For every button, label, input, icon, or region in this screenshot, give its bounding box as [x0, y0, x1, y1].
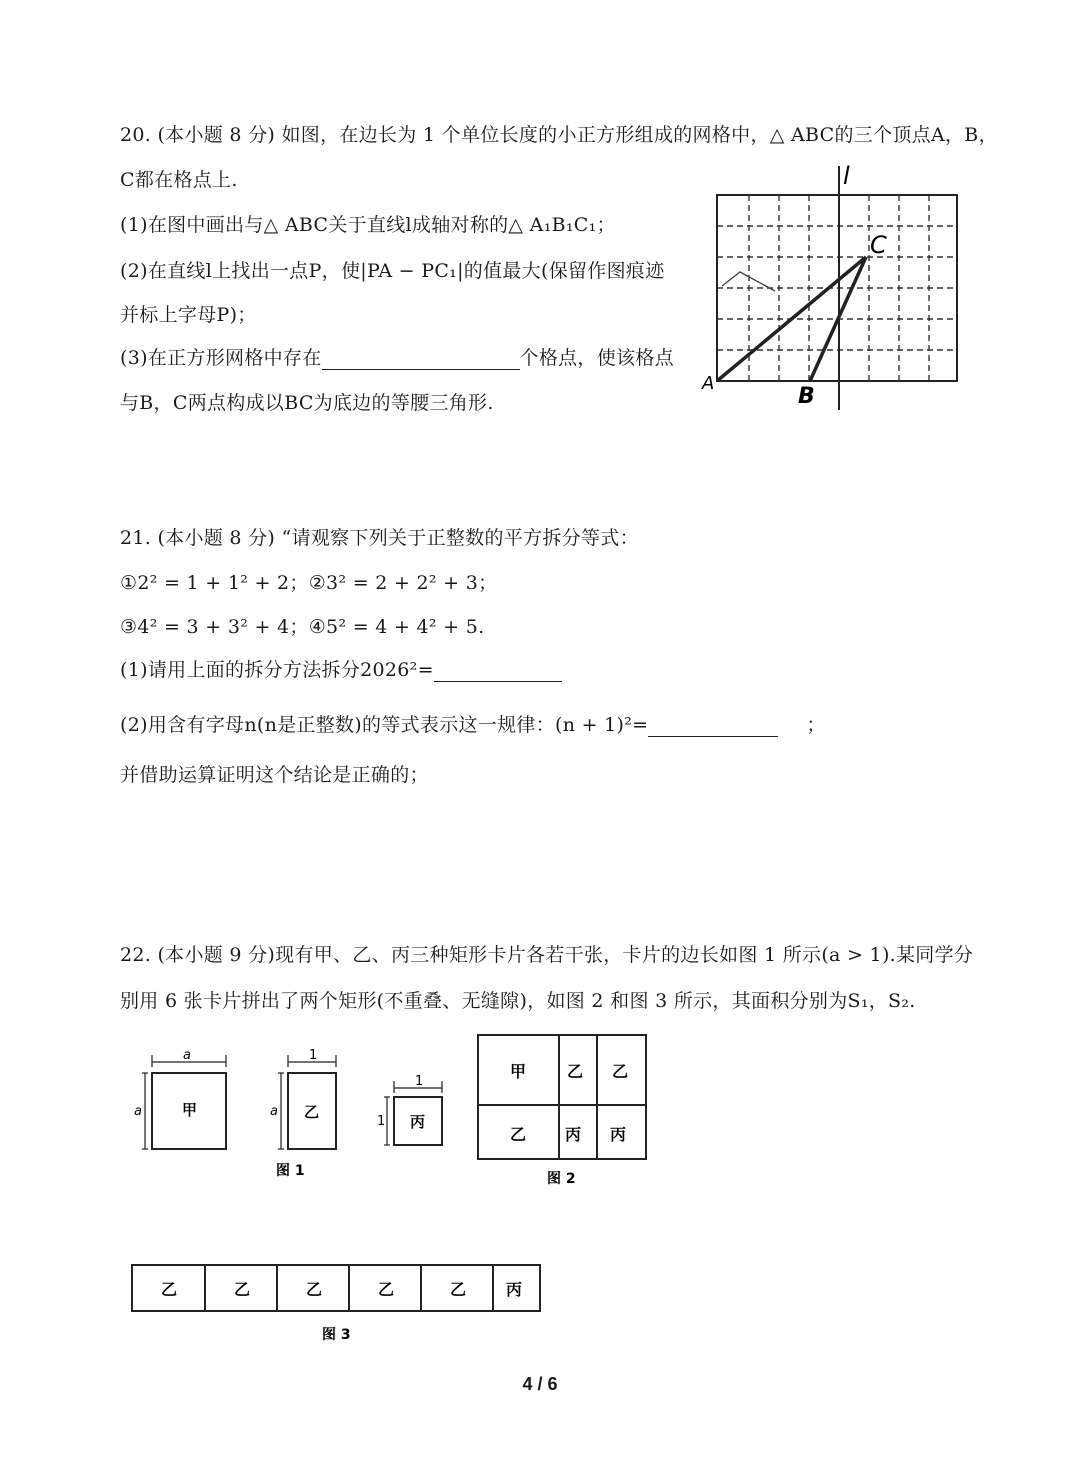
q22-figure-2 [474, 1032, 654, 1192]
fig3-cell-6: 丙 [506, 1280, 523, 1299]
fig1-dim-1-left: 1 [377, 1114, 386, 1129]
fig2-cell-2: 乙 [567, 1062, 584, 1081]
fig1-dim-a-left-2: a [270, 1104, 278, 1119]
fig3-cell-3: 乙 [306, 1280, 323, 1299]
fig3-cell-2: 乙 [234, 1280, 251, 1299]
fig1-dim-a-left: a [134, 1104, 142, 1119]
q20-grid-figure [700, 158, 970, 414]
q21-equations-2: ③4² = 3 + 3² + 4；④5² = 4 + 4² + 5. [120, 616, 485, 638]
q21-part-2-blank[interactable] [648, 736, 778, 737]
q20-part-2: (2)在直线l上找出一点P，使|PA − PC₁|的值最大(保留作图痕迹 [120, 260, 665, 282]
q20-answer-blank[interactable] [322, 369, 520, 370]
fig2-cell-1: 甲 [510, 1062, 527, 1081]
q20-line-2: C都在格点上. [120, 169, 238, 191]
fig2-cell-5: 丙 [565, 1125, 582, 1144]
fig3-cell-4: 乙 [378, 1280, 395, 1299]
label-b: B [798, 384, 815, 409]
page-number: 4 / 6 [522, 1374, 558, 1394]
q21-line-1: 21. (本小题 8 分) “请观察下列关于正整数的平方拆分等式： [120, 527, 639, 549]
q21-equations-1: ①2² = 1 + 1² + 2；②3² = 2 + 2² + 3； [120, 572, 498, 594]
fig1-dim-1-top-2: 1 [415, 1074, 424, 1089]
q20-part-3-text-b: 个格点，使该格点 [519, 347, 674, 369]
q22-line-2: 别用 6 张卡片拼出了两个矩形(不重叠、无缝隙)，如图 2 和图 3 所示，其面积分别为S₁，S₂. [120, 990, 916, 1012]
fig1-caption: 图 1 [276, 1163, 305, 1179]
label-c: C [870, 231, 887, 259]
q21-part-1 [120, 655, 562, 682]
q21-part-2-text: (2)用含有字母n(n是正整数)的等式表示这一规律：(n + 1)²= [120, 714, 649, 736]
q22-line-1: 22. (本小题 9 分)现有甲、乙、丙三种矩形卡片各若干张，卡片的边长如图 1 所示(a > 1).某同学分 [120, 944, 974, 966]
fig1-dim-a-top: a [183, 1048, 191, 1063]
q20-part-3-cont: 与B，C两点构成以BC为底边的等腰三角形. [120, 392, 494, 414]
q20-part-1: (1)在图中画出与△ ABC关于直线l成轴对称的△ A₁B₁C₁； [120, 214, 616, 236]
q22-figure-3 [128, 1260, 548, 1350]
fig2-cell-4: 乙 [510, 1125, 527, 1144]
q20-line-1: 20. (本小题 8 分) 如图，在边长为 1 个单位长度的小正方形组成的网格中，△ ABC的三个顶点A，B， [120, 124, 998, 146]
q20-part-3-text-a: (3)在正方形网格中存在 [120, 347, 322, 369]
label-a: A [702, 373, 715, 394]
fig1-card-yi: 乙 [304, 1103, 320, 1121]
q21-part-2-cont: 并借助运算证明这个结论是正确的； [120, 764, 429, 786]
fig1-card-bing: 丙 [410, 1113, 426, 1131]
q22-figure-1 [128, 1045, 468, 1185]
fig2-cell-6: 丙 [610, 1125, 627, 1144]
fig3-caption: 图 3 [322, 1327, 351, 1343]
fig3-cell-1: 乙 [161, 1280, 178, 1299]
q21-part-2 [120, 710, 826, 737]
q21-part-2-end: ； [806, 714, 826, 736]
q21-part-1-text: (1)请用上面的拆分方法拆分2026²= [120, 659, 434, 681]
q20-part-3 [120, 343, 674, 370]
fig2-cell-3: 乙 [612, 1062, 629, 1081]
fig3-cell-5: 乙 [450, 1280, 467, 1299]
q20-part-2-cont: 并标上字母P)； [120, 304, 257, 326]
fig2-caption: 图 2 [547, 1171, 576, 1187]
fig1-card-jia: 甲 [182, 1101, 198, 1119]
label-l: l [843, 162, 850, 190]
q21-part-1-blank[interactable] [434, 681, 562, 682]
fig1-dim-1-top: 1 [309, 1048, 318, 1063]
